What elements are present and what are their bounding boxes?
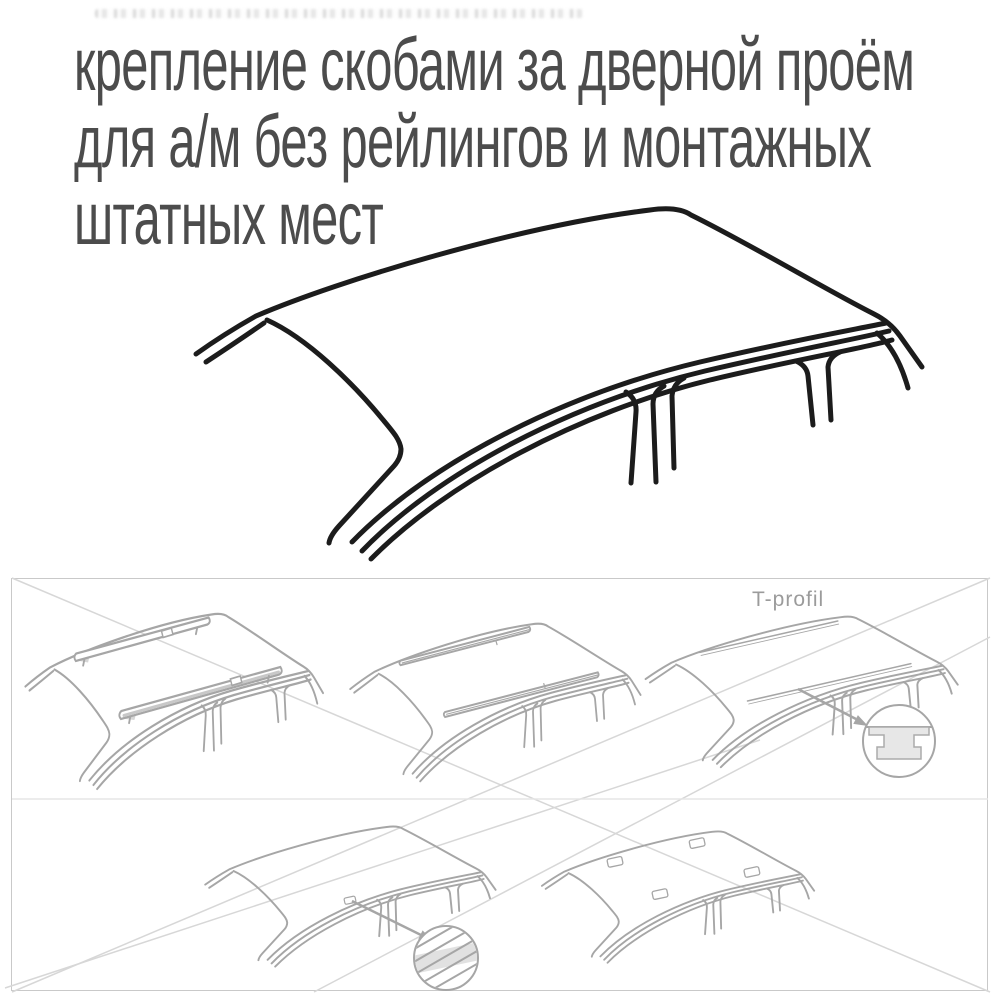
main-roof-drawing (196, 209, 922, 559)
rail-ticks (496, 640, 545, 687)
far-raised-rail (74, 618, 209, 662)
hatch-lines (384, 889, 507, 999)
title-line-2: для а/м без рейлингов и монтажных (74, 100, 872, 183)
far-t-track (700, 621, 838, 652)
t-profil-label: T-profil (752, 588, 825, 611)
rail-inner-line (447, 675, 598, 714)
car-flush-railings-drawing (350, 624, 640, 782)
title-line-1: крепление скобами за дверной проём (74, 23, 915, 106)
title-line-3: штатных мест (74, 177, 384, 260)
rail-inner-line (402, 630, 529, 663)
car-raised-railings-drawing (25, 614, 323, 789)
arrow-head-icon (853, 715, 868, 726)
